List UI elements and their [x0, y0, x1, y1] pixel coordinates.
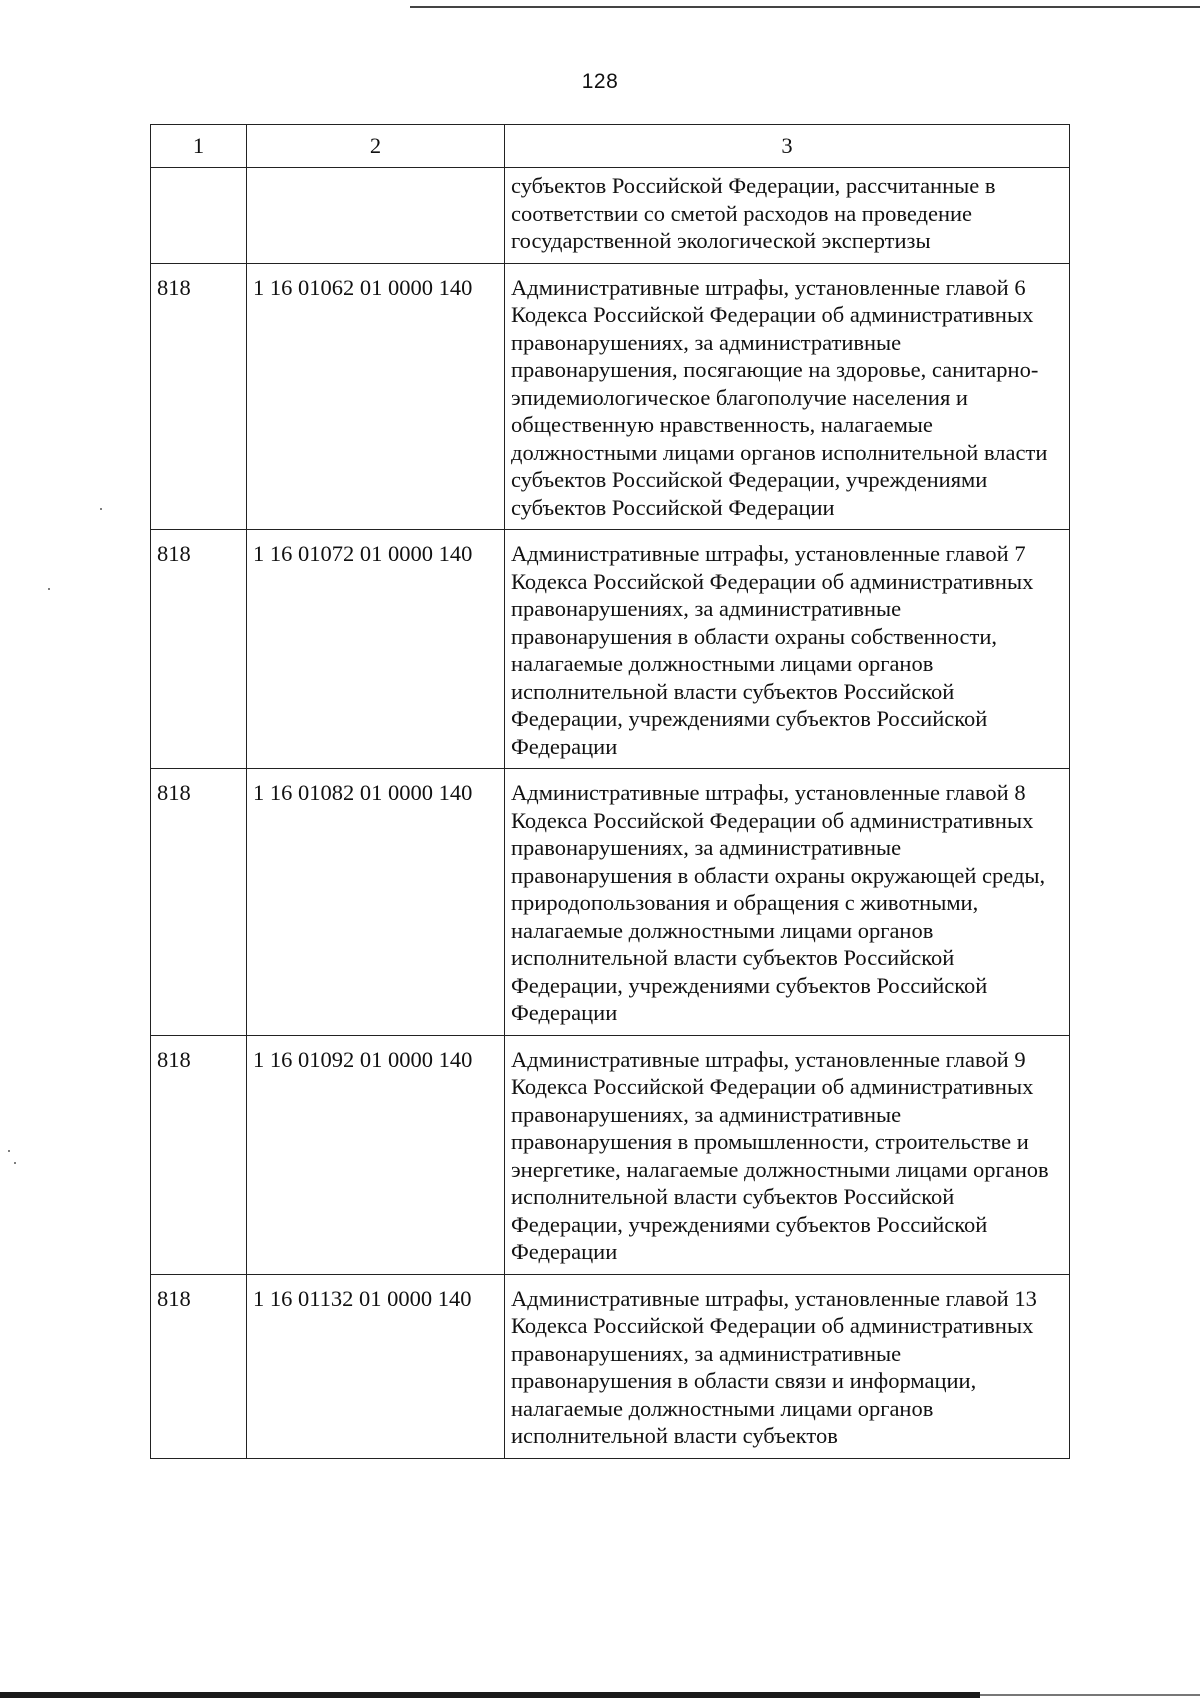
description-cell: Административные штрафы, установленные главой 7 Кодекса Российской Федерации об административных правонарушениях, за административные правонарушения в области охраны собственности, налагаемые должностными лицами органов исполнительной власти субъектов Российской Федерации, учреждениями субъектов Российской Федерации — [505, 530, 1070, 769]
admin-code-cell: 818 — [151, 769, 247, 1036]
admin-code-cell — [151, 168, 247, 264]
scan-speck — [8, 1150, 10, 1152]
column-header: 1 — [151, 125, 247, 168]
admin-code-cell: 818 — [151, 263, 247, 530]
description-cell: Административные штрафы, установленные главой 6 Кодекса Российской Федерации об административных правонарушениях, за административные правонарушения, посягающие на здоровье, санитарно-эпидемиологическое благополучие населения и общественную нравственность, налагаемые должностными лицами органов исполнительной власти субъектов Российской Федерации, учреждениями субъектов Российской Федерации — [505, 263, 1070, 530]
budget-code-cell: 1 16 01092 01 0000 140 — [247, 1035, 505, 1274]
table-row — [151, 1035, 1070, 1274]
budget-code-cell — [247, 168, 505, 264]
column-header: 2 — [247, 125, 505, 168]
table-row — [151, 769, 1070, 1036]
column-header: 3 — [505, 125, 1070, 168]
scan-speck — [14, 1162, 16, 1164]
table-header-row — [151, 125, 1070, 168]
description-cell: Административные штрафы, установленные главой 8 Кодекса Российской Федерации об административных правонарушениях, за административные правонарушения в области охраны окружающей среды, природопользования и обращения с животными, налагаемые должностными лицами органов исполнительной власти субъектов Российской Федерации, учреждениями субъектов Российской Федерации — [505, 769, 1070, 1036]
table-row — [151, 263, 1070, 530]
description-cell: Административные штрафы, установленные главой 9 Кодекса Российской Федерации об административных правонарушениях, за административные правонарушения в промышленности, строительстве и энергетике, налагаемые должностными лицами органов исполнительной власти субъектов Российской Федерации, учреждениями субъектов Российской Федерации — [505, 1035, 1070, 1274]
description-cell: Административные штрафы, установленные главой 13 Кодекса Российской Федерации об административных правонарушениях, за административные правонарушения в области связи и информации, налагаемые должностными лицами органов исполнительной власти субъектов — [505, 1274, 1070, 1458]
admin-code-cell: 818 — [151, 1274, 247, 1458]
scan-speck — [48, 588, 50, 590]
scan-edge-top — [410, 6, 1200, 8]
page-number: 128 — [581, 70, 619, 93]
table-row — [151, 530, 1070, 769]
scan-speck — [100, 508, 102, 510]
budget-code-cell: 1 16 01062 01 0000 140 — [247, 263, 505, 530]
budget-code-cell: 1 16 01132 01 0000 140 — [247, 1274, 505, 1458]
scan-edge-bottom — [0, 1692, 980, 1698]
budget-code-cell: 1 16 01072 01 0000 140 — [247, 530, 505, 769]
description-cell: субъектов Российской Федерации, рассчитанные в соответствии со сметой расходов на проведение государственной экологической экспертизы — [505, 168, 1070, 264]
budget-code-table — [150, 124, 1070, 1459]
budget-code-cell: 1 16 01082 01 0000 140 — [247, 769, 505, 1036]
table-row — [151, 168, 1070, 264]
scan-edge-bottom-thin — [980, 1694, 1200, 1696]
admin-code-cell: 818 — [151, 530, 247, 769]
admin-code-cell: 818 — [151, 1035, 247, 1274]
table-row — [151, 1274, 1070, 1458]
